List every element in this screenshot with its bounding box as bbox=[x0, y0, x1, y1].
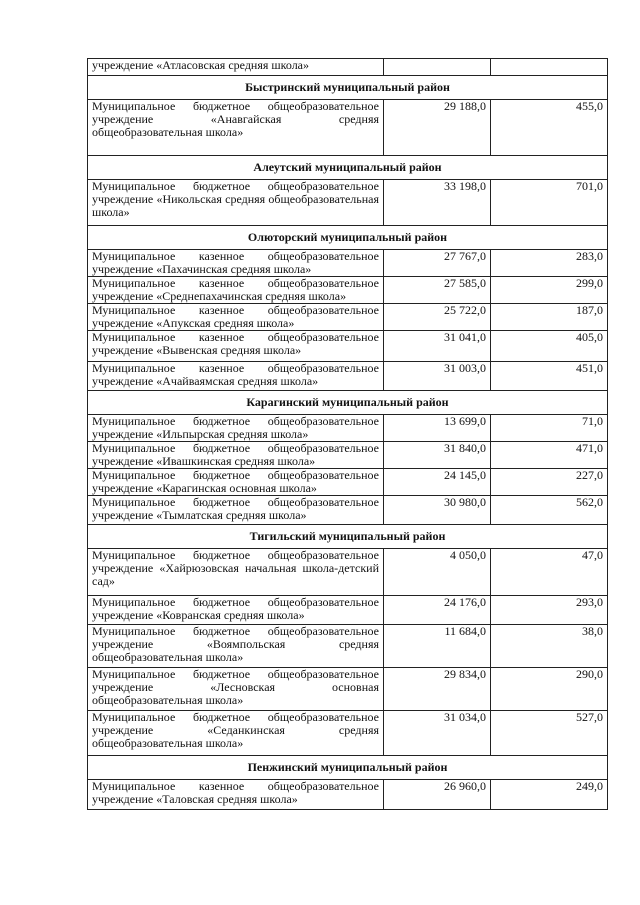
school-name-cell: Муниципальное казенное общеобразовательное учреждение «Вывенская средняя школа» bbox=[88, 331, 384, 362]
count-cell bbox=[491, 59, 608, 76]
count-cell: 293,0 bbox=[491, 596, 608, 625]
count-cell: 701,0 bbox=[491, 180, 608, 226]
table-row bbox=[88, 250, 608, 277]
schools-table-body bbox=[88, 59, 608, 810]
table-row bbox=[88, 469, 608, 496]
district-header-row bbox=[88, 756, 608, 780]
school-name-cell: Муниципальное бюджетное общеобразовательное учреждение «Анавгайская средняя общеобразовательная школа» bbox=[88, 100, 384, 156]
count-cell: 471,0 bbox=[491, 442, 608, 469]
school-name-cell: Муниципальное бюджетное общеобразовательное учреждение «Хайрюзовская начальная школа-детский сад» bbox=[88, 549, 384, 596]
school-name-cell: Муниципальное бюджетное общеобразовательное учреждение «Карагинская основная школа» bbox=[88, 469, 384, 496]
table-row bbox=[88, 549, 608, 596]
table-row bbox=[88, 496, 608, 525]
amount-cell: 27 585,0 bbox=[384, 277, 491, 304]
district-title: Тигильский муниципальный район bbox=[88, 525, 608, 549]
table-row bbox=[88, 100, 608, 156]
count-cell: 290,0 bbox=[491, 668, 608, 711]
school-name-cell: Муниципальное бюджетное общеобразовательное учреждение «Ильпырская средняя школа» bbox=[88, 415, 384, 442]
school-name-cell: Муниципальное бюджетное общеобразовательное учреждение «Ковранская средняя школа» bbox=[88, 596, 384, 625]
table-row bbox=[88, 180, 608, 226]
table-row bbox=[88, 596, 608, 625]
school-name-cell: Муниципальное бюджетное общеобразовательное учреждение «Седанкинская средняя общеобразовательная школа» bbox=[88, 711, 384, 756]
amount-cell: 31 041,0 bbox=[384, 331, 491, 362]
school-name-cell: Муниципальное казенное общеобразовательное учреждение «Апукская средняя школа» bbox=[88, 304, 384, 331]
table-row bbox=[88, 780, 608, 810]
district-header-row bbox=[88, 76, 608, 100]
amount-cell: 25 722,0 bbox=[384, 304, 491, 331]
table-row bbox=[88, 331, 608, 362]
table-row bbox=[88, 711, 608, 756]
count-cell: 38,0 bbox=[491, 625, 608, 668]
table-row bbox=[88, 668, 608, 711]
district-header-row bbox=[88, 525, 608, 549]
table-row bbox=[88, 362, 608, 391]
amount-cell: 33 198,0 bbox=[384, 180, 491, 226]
school-name-cell: Муниципальное бюджетное общеобразовательное учреждение «Никольская средняя общеобразовательная школа» bbox=[88, 180, 384, 226]
amount-cell: 13 699,0 bbox=[384, 415, 491, 442]
count-cell: 227,0 bbox=[491, 469, 608, 496]
amount-cell: 31 840,0 bbox=[384, 442, 491, 469]
amount-cell bbox=[384, 59, 491, 76]
count-cell: 527,0 bbox=[491, 711, 608, 756]
amount-cell: 31 003,0 bbox=[384, 362, 491, 391]
school-name-cell: Муниципальное казенное общеобразовательное учреждение «Ачайваямская средняя школа» bbox=[88, 362, 384, 391]
amount-cell: 29 834,0 bbox=[384, 668, 491, 711]
school-name-cell: Муниципальное казенное общеобразовательное учреждение «Пахачинская средняя школа» bbox=[88, 250, 384, 277]
table-row bbox=[88, 442, 608, 469]
table-row bbox=[88, 304, 608, 331]
amount-cell: 11 684,0 bbox=[384, 625, 491, 668]
school-name-cell: Муниципальное казенное общеобразовательное учреждение «Среднепахачинская средняя школа» bbox=[88, 277, 384, 304]
amount-cell: 26 960,0 bbox=[384, 780, 491, 810]
district-title: Пенжинский муниципальный район bbox=[88, 756, 608, 780]
count-cell: 249,0 bbox=[491, 780, 608, 810]
count-cell: 405,0 bbox=[491, 331, 608, 362]
count-cell: 562,0 bbox=[491, 496, 608, 525]
amount-cell: 27 767,0 bbox=[384, 250, 491, 277]
school-name-cell: Муниципальное бюджетное общеобразовательное учреждение «Тымлатская средняя школа» bbox=[88, 496, 384, 525]
district-title: Быстринский муниципальный район bbox=[88, 76, 608, 100]
school-name-cell: Муниципальное бюджетное общеобразовательное учреждение «Ивашкинская средняя школа» bbox=[88, 442, 384, 469]
amount-cell: 4 050,0 bbox=[384, 549, 491, 596]
district-title: Карагинский муниципальный район bbox=[88, 391, 608, 415]
amount-cell: 30 980,0 bbox=[384, 496, 491, 525]
school-name-cell: учреждение «Атласовская средняя школа» bbox=[88, 59, 384, 76]
schools-table bbox=[87, 58, 608, 810]
count-cell: 455,0 bbox=[491, 100, 608, 156]
count-cell: 451,0 bbox=[491, 362, 608, 391]
count-cell: 283,0 bbox=[491, 250, 608, 277]
amount-cell: 31 034,0 bbox=[384, 711, 491, 756]
school-name-cell: Муниципальное казенное общеобразовательное учреждение «Таловская средняя школа» bbox=[88, 780, 384, 810]
amount-cell: 24 145,0 bbox=[384, 469, 491, 496]
count-cell: 187,0 bbox=[491, 304, 608, 331]
district-header-row bbox=[88, 156, 608, 180]
amount-cell: 24 176,0 bbox=[384, 596, 491, 625]
district-title: Алеутский муниципальный район bbox=[88, 156, 608, 180]
district-title: Олюторский муниципальный район bbox=[88, 226, 608, 250]
count-cell: 47,0 bbox=[491, 549, 608, 596]
table-row bbox=[88, 59, 608, 76]
school-name-cell: Муниципальное бюджетное общеобразовательное учреждение «Воямпольская средняя общеобразовательная школа» bbox=[88, 625, 384, 668]
count-cell: 71,0 bbox=[491, 415, 608, 442]
table-row bbox=[88, 415, 608, 442]
table-row bbox=[88, 625, 608, 668]
district-header-row bbox=[88, 391, 608, 415]
table-row bbox=[88, 277, 608, 304]
district-header-row bbox=[88, 226, 608, 250]
school-name-cell: Муниципальное бюджетное общеобразовательное учреждение «Лесновская основная общеобразовательная школа» bbox=[88, 668, 384, 711]
count-cell: 299,0 bbox=[491, 277, 608, 304]
amount-cell: 29 188,0 bbox=[384, 100, 491, 156]
